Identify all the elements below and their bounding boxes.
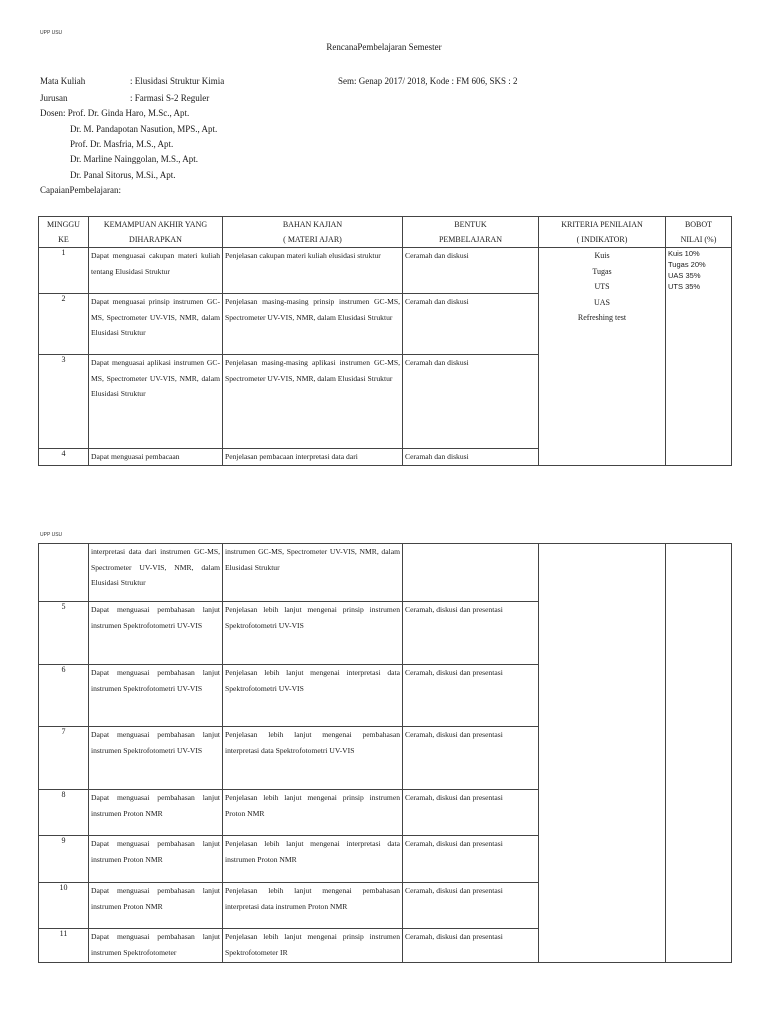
week-number: 4: [39, 449, 89, 466]
weight-item: Kuis 10%: [668, 249, 700, 258]
week-number: 11: [39, 929, 89, 963]
criteria-item: Tugas: [592, 266, 612, 276]
week-number: 2: [39, 294, 89, 355]
method-cell: [403, 544, 539, 602]
week-number: 1: [39, 248, 89, 294]
weight-cell: [666, 248, 732, 466]
header-bentuk: BENTUK PEMBELAJARAN: [403, 217, 539, 248]
material-cell: Penjelasan lebih lanjut mengenai prinsip instrumen Proton NMR: [223, 790, 403, 836]
rps-table-page-1: [38, 216, 732, 466]
table-header-row: [39, 217, 732, 248]
material-cell: Penjelasan lebih lanjut mengenai pembahasan interpretasi data Spektrofotometri UV-VIS: [223, 727, 403, 790]
week-number: 8: [39, 790, 89, 836]
semester-info: Sem: Genap 2017/ 2018, Kode : FM 606, SKS : 2: [338, 76, 518, 86]
rps-table-page-2: [38, 543, 732, 963]
competency-cell: Dapat menguasai aplikasi instrumen GC-MS, Spectrometer UV-VIS, NMR, dalam Elusidasi Struktur: [89, 355, 223, 449]
table-row: [39, 248, 732, 294]
criteria-item: Refreshing test: [577, 313, 627, 323]
document-page-2: [0, 520, 768, 1024]
week-number: 6: [39, 665, 89, 727]
week-number: 7: [39, 727, 89, 790]
header-kriteria: KRITERIA PENILAIAN ( INDIKATOR): [539, 217, 666, 248]
header-bobot: BOBOT NILAI (%): [666, 217, 732, 248]
competency-cell: Dapat menguasai pembahasan lanjut instrumen Spektrofotometri UV-VIS: [89, 602, 223, 665]
week-number: 5: [39, 602, 89, 665]
page-header-label: UPP USU: [40, 532, 63, 538]
department-value: : Farmasi S-2 Reguler: [130, 93, 210, 103]
method-cell: Ceramah dan diskusi: [403, 294, 539, 355]
competency-cell: interpretasi data dari instrumen GC-MS, Spectrometer UV-VIS, NMR, dalam Elusidasi Struktur: [89, 544, 223, 602]
competency-cell: Dapat menguasai pembacaan: [89, 449, 223, 466]
method-cell: Ceramah dan diskusi: [403, 355, 539, 449]
criteria-item: UTS: [594, 282, 610, 292]
weight-item: Tugas 20%: [668, 260, 706, 269]
lecturer-line: Prof. Dr. Masfria, M.S., Apt.: [70, 139, 174, 149]
material-cell: Penjelasan cakupan materi kuliah elusidasi struktur: [223, 248, 403, 294]
lecturer-line: Dr. Marline Nainggolan, M.S., Apt.: [70, 154, 198, 164]
lecturer-line: Dosen: Prof. Dr. Ginda Haro, M.Sc., Apt.: [40, 108, 190, 118]
material-cell: Penjelasan lebih lanjut mengenai interpretasi data Spektrofotometri UV-VIS: [223, 665, 403, 727]
material-cell: Penjelasan masing-masing aplikasi instrumen GC-MS, Spectrometer UV-VIS, NMR, dalam Elusidasi Struktur: [223, 355, 403, 449]
weight-item: UTS 35%: [668, 282, 701, 291]
weight-item: UAS 35%: [668, 271, 701, 280]
method-cell: Ceramah, diskusi dan presentasi: [403, 665, 539, 727]
criteria-cell: [539, 544, 666, 963]
material-cell: Penjelasan lebih lanjut mengenai pembahasan interpretasi data instrumen Proton NMR: [223, 883, 403, 929]
competency-cell: Dapat menguasai pembahasan lanjut instrumen Spektrofotometri UV-VIS: [89, 665, 223, 727]
method-cell: Ceramah dan diskusi: [403, 449, 539, 466]
competency-cell: Dapat menguasai pembahasan lanjut instrumen Proton NMR: [89, 790, 223, 836]
week-number: 9: [39, 836, 89, 883]
criteria-item: Kuis: [594, 251, 610, 260]
competency-cell: Dapat menguasai pembahasan lanjut instrumen Spektrofotometer: [89, 929, 223, 963]
method-cell: Ceramah, diskusi dan presentasi: [403, 883, 539, 929]
table-row: [39, 544, 732, 602]
material-cell: Penjelasan masing-masing prinsip instrumen GC-MS, Spectrometer UV-VIS, NMR, dalam Elusidasi Struktur: [223, 294, 403, 355]
week-number: [39, 544, 89, 602]
material-cell: Penjelasan pembacaan interpretasi data dari: [223, 449, 403, 466]
department-label: Jurusan: [40, 93, 68, 103]
page-break: [0, 480, 768, 520]
criteria-cell: [539, 248, 666, 466]
course-value: : Elusidasi Struktur Kimia: [130, 76, 225, 86]
method-cell: Ceramah, diskusi dan presentasi: [403, 602, 539, 665]
competency-cell: Dapat menguasai prinsip instrumen GC-MS, Spectrometer UV-VIS, NMR, dalam Elusidasi Struktur: [89, 294, 223, 355]
page-header-label: UPP USU: [40, 30, 63, 36]
material-cell: instrumen GC-MS, Spectrometer UV-VIS, NMR, dalam Elusidasi Struktur: [223, 544, 403, 602]
course-label: Mata Kuliah: [40, 76, 86, 86]
method-cell: Ceramah, diskusi dan presentasi: [403, 836, 539, 883]
material-cell: Penjelasan lebih lanjut mengenai prinsip instrumen Spektrofotometer IR: [223, 929, 403, 963]
criteria-item: UAS: [593, 297, 610, 307]
header-bahan-kajian: BAHAN KAJIAN ( MATERI AJAR): [223, 217, 403, 248]
method-cell: Ceramah, diskusi dan presentasi: [403, 929, 539, 963]
header-kemampuan: KEMAMPUAN AKHIR YANG DIHARAPKAN: [89, 217, 223, 248]
week-number: 3: [39, 355, 89, 449]
competency-cell: Dapat menguasai pembahasan lanjut instrumen Proton NMR: [89, 883, 223, 929]
competency-cell: Dapat menguasai pembahasan lanjut instrumen Proton NMR: [89, 836, 223, 883]
material-cell: Penjelasan lebih lanjut mengenai prinsip instrumen Spektrofotometri UV-VIS: [223, 602, 403, 665]
document-title: RencanaPembelajaran Semester: [326, 42, 442, 52]
material-cell: Penjelasan lebih lanjut mengenai interpretasi data instrumen Proton NMR: [223, 836, 403, 883]
method-cell: Ceramah dan diskusi: [403, 248, 539, 294]
method-cell: Ceramah, diskusi dan presentasi: [403, 727, 539, 790]
document-page-1: [0, 0, 768, 480]
lecturer-line: Dr. M. Pandapotan Nasution, MPS., Apt.: [70, 124, 218, 134]
header-minggu: MINGGU KE: [39, 217, 89, 248]
weight-cell: [666, 544, 732, 963]
competency-cell: Dapat menguasai pembahasan lanjut instrumen Spektrofotometri UV-VIS: [89, 727, 223, 790]
method-cell: Ceramah, diskusi dan presentasi: [403, 790, 539, 836]
week-number: 10: [39, 883, 89, 929]
competency-cell: Dapat menguasai cakupan materi kuliah tentang Elusidasi Struktur: [89, 248, 223, 294]
lecturer-line: Dr. Panal Sitorus, M.Si., Apt.: [70, 170, 176, 180]
learning-outcome-label: CapaianPembelajaran:: [40, 185, 121, 195]
